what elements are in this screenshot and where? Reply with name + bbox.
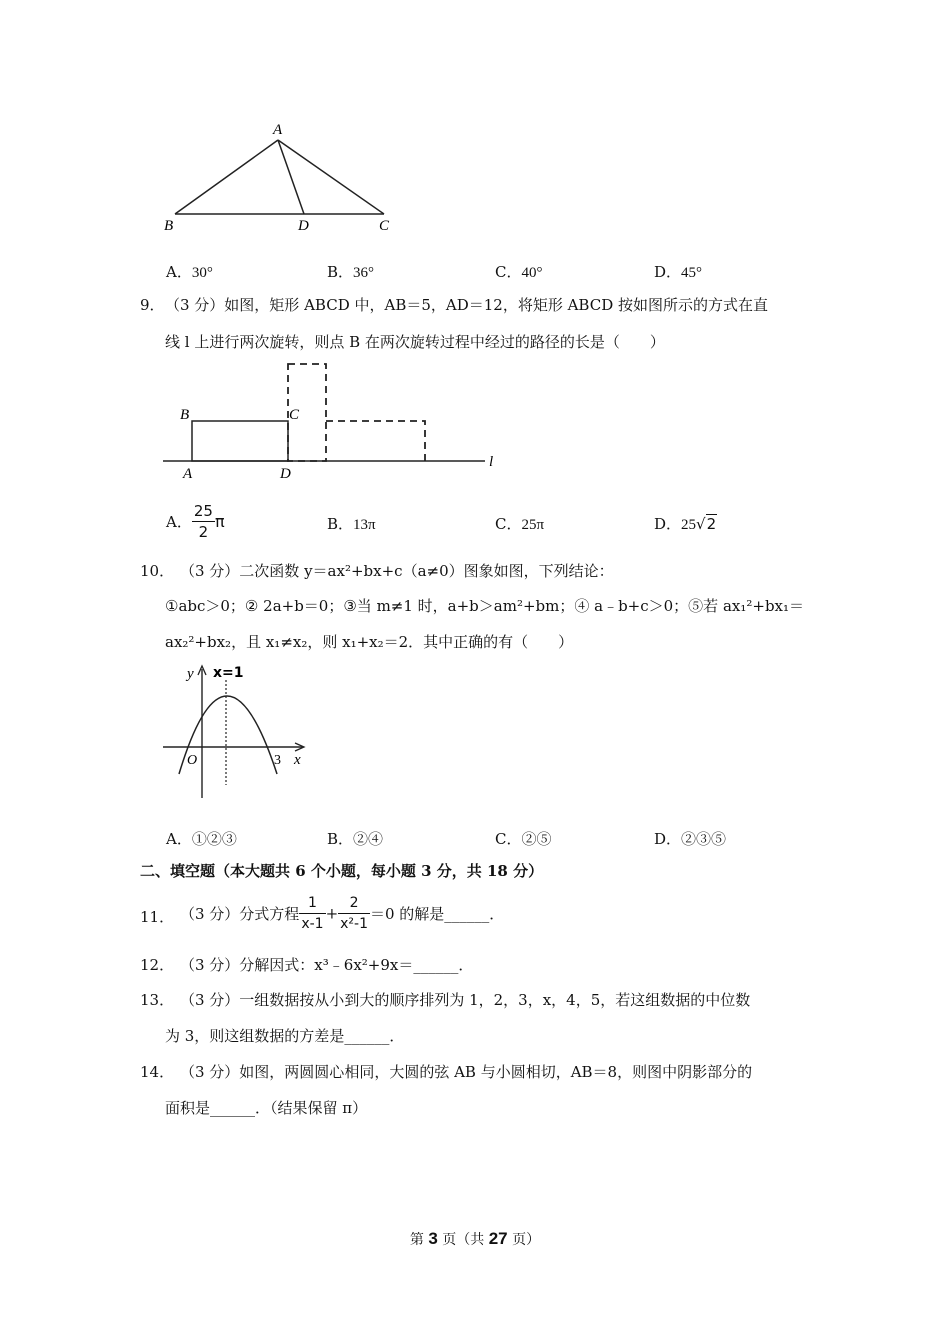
q10-label-o: O xyxy=(187,753,198,768)
q8-option-a xyxy=(166,261,213,282)
option-letter: B． xyxy=(327,830,354,848)
option-letter: B． xyxy=(327,515,354,533)
footer-text: 页（共 xyxy=(437,1232,489,1248)
q13-stem-line2: 为 3，则这组数据的方差是______． xyxy=(165,1027,405,1045)
q10-label-3: 3 xyxy=(274,753,281,768)
q9-option-c xyxy=(495,513,544,534)
q10-stem-line3: ax₂²+bx₂，且 x₁≠x₂，则 x₁+x₂＝2．其中正确的有（ ） xyxy=(165,633,574,651)
q12-number: 12． xyxy=(140,956,175,974)
q10-option-d xyxy=(654,828,726,849)
q14-stem-line2: 面积是______．（结果保留 π） xyxy=(165,1099,368,1117)
option-letter: B． xyxy=(327,263,354,281)
option-letter: A． xyxy=(166,263,192,281)
option-letter: A． xyxy=(166,513,192,531)
fraction-denominator: x²-1 xyxy=(340,916,368,932)
q8-option-c xyxy=(495,261,542,282)
q9-label-b: B xyxy=(180,407,190,423)
sqrt-radicand: 2 xyxy=(706,515,717,533)
q8-triangle-figure xyxy=(150,118,410,238)
page-total: 27 xyxy=(488,1229,508,1248)
fraction xyxy=(192,501,215,542)
sqrt-sign-icon: √ xyxy=(696,515,706,533)
q9-label-d: D xyxy=(280,466,291,482)
fraction-denominator: x-1 xyxy=(301,916,324,932)
q12-stem: （3 分）分解因式：x³﹣6x²+9x＝______． xyxy=(180,956,474,974)
option-letter: A． xyxy=(166,830,192,848)
q9-stem-line1: （3 分）如图，矩形 ABCD 中，AB＝5，AD＝12，将矩形 ABCD 按如图所示的方式在直 xyxy=(165,296,769,314)
option-text: ①②③ xyxy=(191,830,237,848)
q9-label-a: A xyxy=(183,466,193,482)
q9-stem-line2: 线 l 上进行两次旋转，则点 B 在两次旋转过程中经过的路径的长是（ ） xyxy=(165,333,665,351)
q10-option-a xyxy=(166,828,237,849)
option-letter: C． xyxy=(495,263,522,281)
fraction-numerator: 2 xyxy=(338,893,370,914)
option-text: 13π xyxy=(353,517,376,533)
option-text: 40° xyxy=(521,265,543,281)
q11-prefix: （3 分）分式方程 xyxy=(180,905,300,923)
q10-option-c xyxy=(495,828,552,849)
fraction xyxy=(338,893,370,934)
option-text: 45° xyxy=(681,265,703,281)
q9-label-l: l xyxy=(489,454,494,470)
page-number: 3 xyxy=(428,1229,438,1248)
option-letter: C． xyxy=(495,830,522,848)
fraction-numerator: 25 xyxy=(193,502,213,520)
plus-sign: + xyxy=(325,904,339,923)
option-text: 30° xyxy=(191,265,213,281)
section-heading: 二、填空题（本大题共 6 个小题，每小题 3 分，共 18 分） xyxy=(140,862,544,880)
q10-option-b xyxy=(327,828,383,849)
option-text: ②④ xyxy=(353,830,384,848)
option-text: ②⑤ xyxy=(521,830,552,848)
fraction-numerator: 1 xyxy=(299,893,325,914)
option-letter: D． xyxy=(654,515,682,533)
q10-stem-line2: ①abc＞0；② 2a+b＝0；③当 m≠1 时，a+b＞am²+bm；④ a﹣b+c＞0；⑤若 ax₁²+bx₁＝ xyxy=(165,597,805,615)
q10-number: 10． xyxy=(140,562,175,580)
q9-rotation-figure xyxy=(155,358,515,483)
q10-label-axis: x=1 xyxy=(213,665,244,681)
q10-stem-line1: （3 分）二次函数 y＝ax²+bx+c（a≠0）图象如图，下列结论： xyxy=(180,562,614,580)
q11-number: 11． xyxy=(140,908,175,926)
q9-number: 9． xyxy=(140,296,165,314)
q9-label-c: C xyxy=(289,407,300,423)
q11-stem xyxy=(180,893,504,934)
q10-label-y: y xyxy=(187,666,194,682)
fraction xyxy=(299,893,325,934)
footer-text: 第 xyxy=(409,1232,429,1248)
option-text: 36° xyxy=(353,265,375,281)
q8-label-b: B xyxy=(164,218,174,234)
q8-label-d: D xyxy=(298,218,309,234)
option-letter: D． xyxy=(654,830,682,848)
q10-parabola-figure xyxy=(155,660,315,805)
q8-option-d xyxy=(654,261,702,282)
fraction-denominator: 2 xyxy=(198,523,209,541)
q14-number: 14． xyxy=(140,1063,175,1081)
option-letter: D． xyxy=(654,263,682,281)
footer-text: 页） xyxy=(507,1232,541,1248)
q13-number: 13． xyxy=(140,991,175,1009)
q9-option-b xyxy=(327,513,376,534)
option-text: ②③⑤ xyxy=(681,830,727,848)
q8-option-b xyxy=(327,261,374,282)
q8-label-c: C xyxy=(379,218,390,234)
q9-option-d xyxy=(654,513,717,534)
q8-label-a: A xyxy=(273,122,283,138)
pi-symbol: π xyxy=(214,512,225,531)
q14-stem-line1: （3 分）如图，两圆圆心相同，大圆的弦 AB 与小圆相切，AB＝8，则图中阴影部分的 xyxy=(180,1063,753,1081)
q9-option-a xyxy=(166,501,225,542)
option-text: 25π xyxy=(521,517,545,533)
q11-suffix: ＝0 的解是______． xyxy=(370,905,505,923)
page-footer xyxy=(0,1229,950,1249)
q13-stem-line1: （3 分）一组数据按从小到大的顺序排列为 1，2，3，x，4，5，若这组数据的中位数 xyxy=(180,991,751,1009)
option-letter: C． xyxy=(495,515,522,533)
option-text: 25 xyxy=(681,517,697,533)
q10-label-x: x xyxy=(294,752,301,768)
